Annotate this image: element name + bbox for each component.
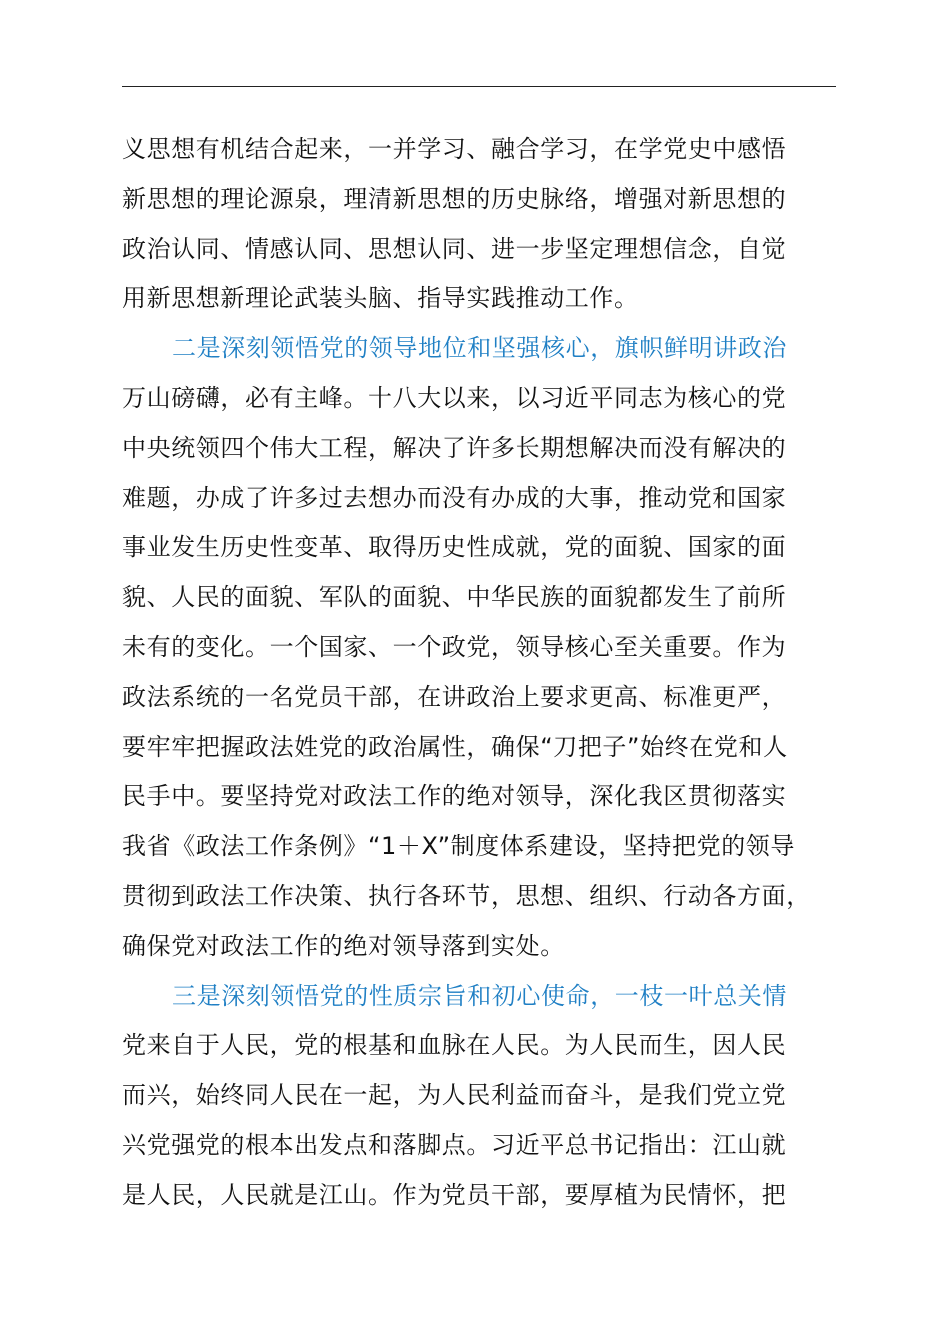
text-line: 用新思想新理论武装头脑、指导实践推动工作。 (122, 284, 639, 313)
text-line: 我省《政法工作条例》“1＋X”制度体系建设，坚持把党的领导 (122, 832, 796, 861)
text-line: 未有的变化。一个国家、一个政党，领导核心至关重要。作为 (122, 632, 787, 661)
text-line: 兴党强党的根本出发点和落脚点。习近平总书记指出：江山就 (122, 1130, 787, 1159)
text-line: 确保党对政法工作的绝对领导落到实处。 (122, 931, 565, 960)
text-line: 新思想的理论源泉，理清新思想的历史脉络，增强对新思想的 (122, 184, 787, 213)
text-line: 中央统领四个伟大工程，解决了许多长期想解决而没有解决的 (122, 433, 787, 462)
text-line: 党来自于人民，党的根基和血脉在人民。为人民而生，因人民 (122, 1031, 787, 1060)
text-line: 貌、人民的面貌、军队的面貌、中华民族的面貌都发生了前所 (122, 583, 787, 612)
text-line: 是人民，人民就是江山。作为党员干部，要厚植为民情怀，把 (122, 1180, 787, 1209)
text-line: 民手中。要坚持党对政法工作的绝对领导，深化我区贯彻落实 (122, 782, 787, 811)
section-heading-2: 二是深刻领悟党的领导地位和坚强核心，旗帜鲜明讲政治 (172, 334, 787, 363)
text-line: 要牢牢把握政法姓党的政治属性，确保“刀把子”始终在党和人 (122, 732, 788, 761)
text-line: 政法系统的一名党员干部，在讲政治上要求更高、标准更严， (122, 682, 787, 711)
body-text (122, 125, 862, 1221)
text-line: 贯彻到政法工作决策、执行各环节，思想、组织、行动各方面， (122, 881, 811, 910)
text-line: 政治认同、情感认同、思想认同、进一步坚定理想信念，自觉 (122, 234, 787, 263)
text-line: 义思想有机结合起来，一并学习、融合学习，在学党史中感悟 (122, 135, 787, 163)
text-line: 万山磅礴，必有主峰。十八大以来，以习近平同志为核心的党 (122, 383, 787, 412)
text-line: 难题，办成了许多过去想办而没有办成的大事，推动党和国家 (122, 483, 787, 512)
text-line: 事业发生历史性变革、取得历史性成就，党的面貌、国家的面 (122, 533, 787, 562)
header-rule (122, 86, 836, 87)
section-heading-3: 三是深刻领悟党的性质宗旨和初心使命，一枝一叶总关情 (172, 981, 787, 1010)
text-line: 而兴，始终同人民在一起，为人民利益而奋斗，是我们党立党 (122, 1081, 787, 1110)
